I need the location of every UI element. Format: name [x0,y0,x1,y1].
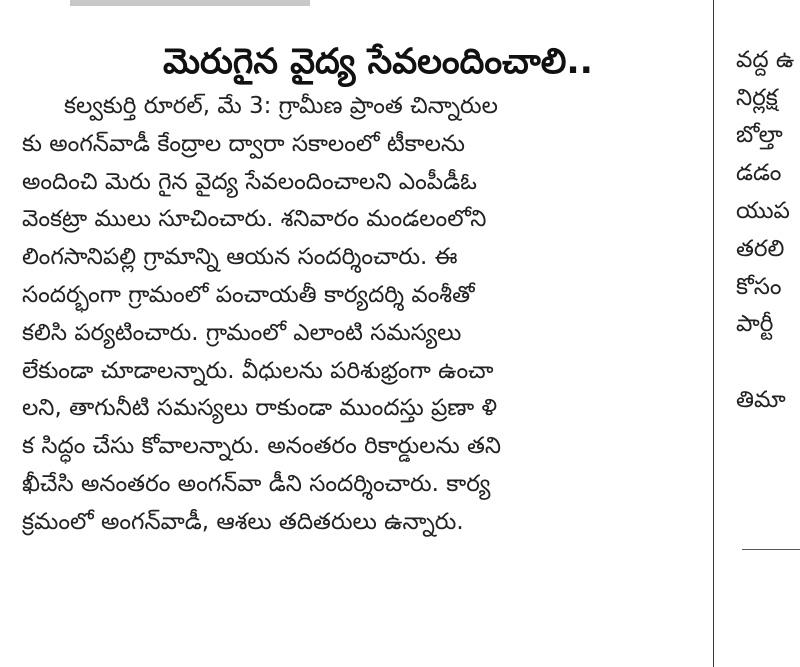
article-line-5: లింగసానిపల్లి గ్రామాన్ని ఆయన సందర్శించారు. ఈ [22,244,458,271]
article-line-9: లని, తాగునీటి సమస్యలు రాకుండా ముందస్తు ప్రణా ళి [22,395,497,422]
adjacent-rule [742,549,800,550]
article-line-2: కు అంగన్‌వాడీ కేంద్రాల ద్వారా సకాలంలో టీకాలను [22,130,465,157]
headline: మెరుగైన వైద్య సేవలందించాలి.. [163,42,593,82]
article-line-7: కలిసి పర్యటించారు. గ్రామంలో ఎలాంటి సమస్యలు [22,319,462,346]
article-line-11: ఖీచేసి అనంతరం అంగన్‌వా డీని సందర్శించారు. కార్య [22,470,491,497]
adjacent-line-8: కోసం [736,273,782,300]
adjacent-line-3: నిర్లక్ష [736,84,778,111]
article-line-1: కల్వకుర్తి రూరల్, మే 3: గ్రామీణ ప్రాంత చిన్నారుల [64,93,498,119]
adjacent-line-5: డడం [736,160,782,187]
adjacent-column [736,4,800,420]
adjacent-line-10 [736,344,800,382]
article-line-4: వెంకట్రా ములు సూచించారు. శనివారం మండలంలోని [22,206,487,233]
adjacent-line-1 [736,4,800,42]
article-line-3: అందించి మెరు గైన వైద్య సేవలందించాలని ఎంపీడీఓ [22,168,477,195]
adjacent-line-11: తిమా [736,386,786,413]
article-line-8: లేకుండా చూడాలన్నారు. వీధులను పరిశుభ్రంగా ఉంచా [22,357,494,384]
article-line-10: క సిద్ధం చేసు కోవాలన్నారు. అనంతరం రికార్డులను తని [22,433,502,460]
adjacent-line-6: యుప [736,197,790,224]
adjacent-line-2: వద్ద ఉ [736,46,795,73]
article-line-12: క్రమంలో అంగన్‌వాడీ, ఆశలు తదితరులు ఉన్నారు. [22,508,464,535]
column-divider [713,0,714,667]
adjacent-line-7: తరలి [736,235,785,262]
article-body [22,88,692,542]
adjacent-line-4: బోల్తా [736,122,783,149]
article-line-6: సందర్భంగా గ్రామంలో పంచాయతీ కార్యదర్శి వంశీతో [22,281,475,308]
top-rule [70,0,310,6]
adjacent-line-9: పార్టీ [736,311,774,338]
